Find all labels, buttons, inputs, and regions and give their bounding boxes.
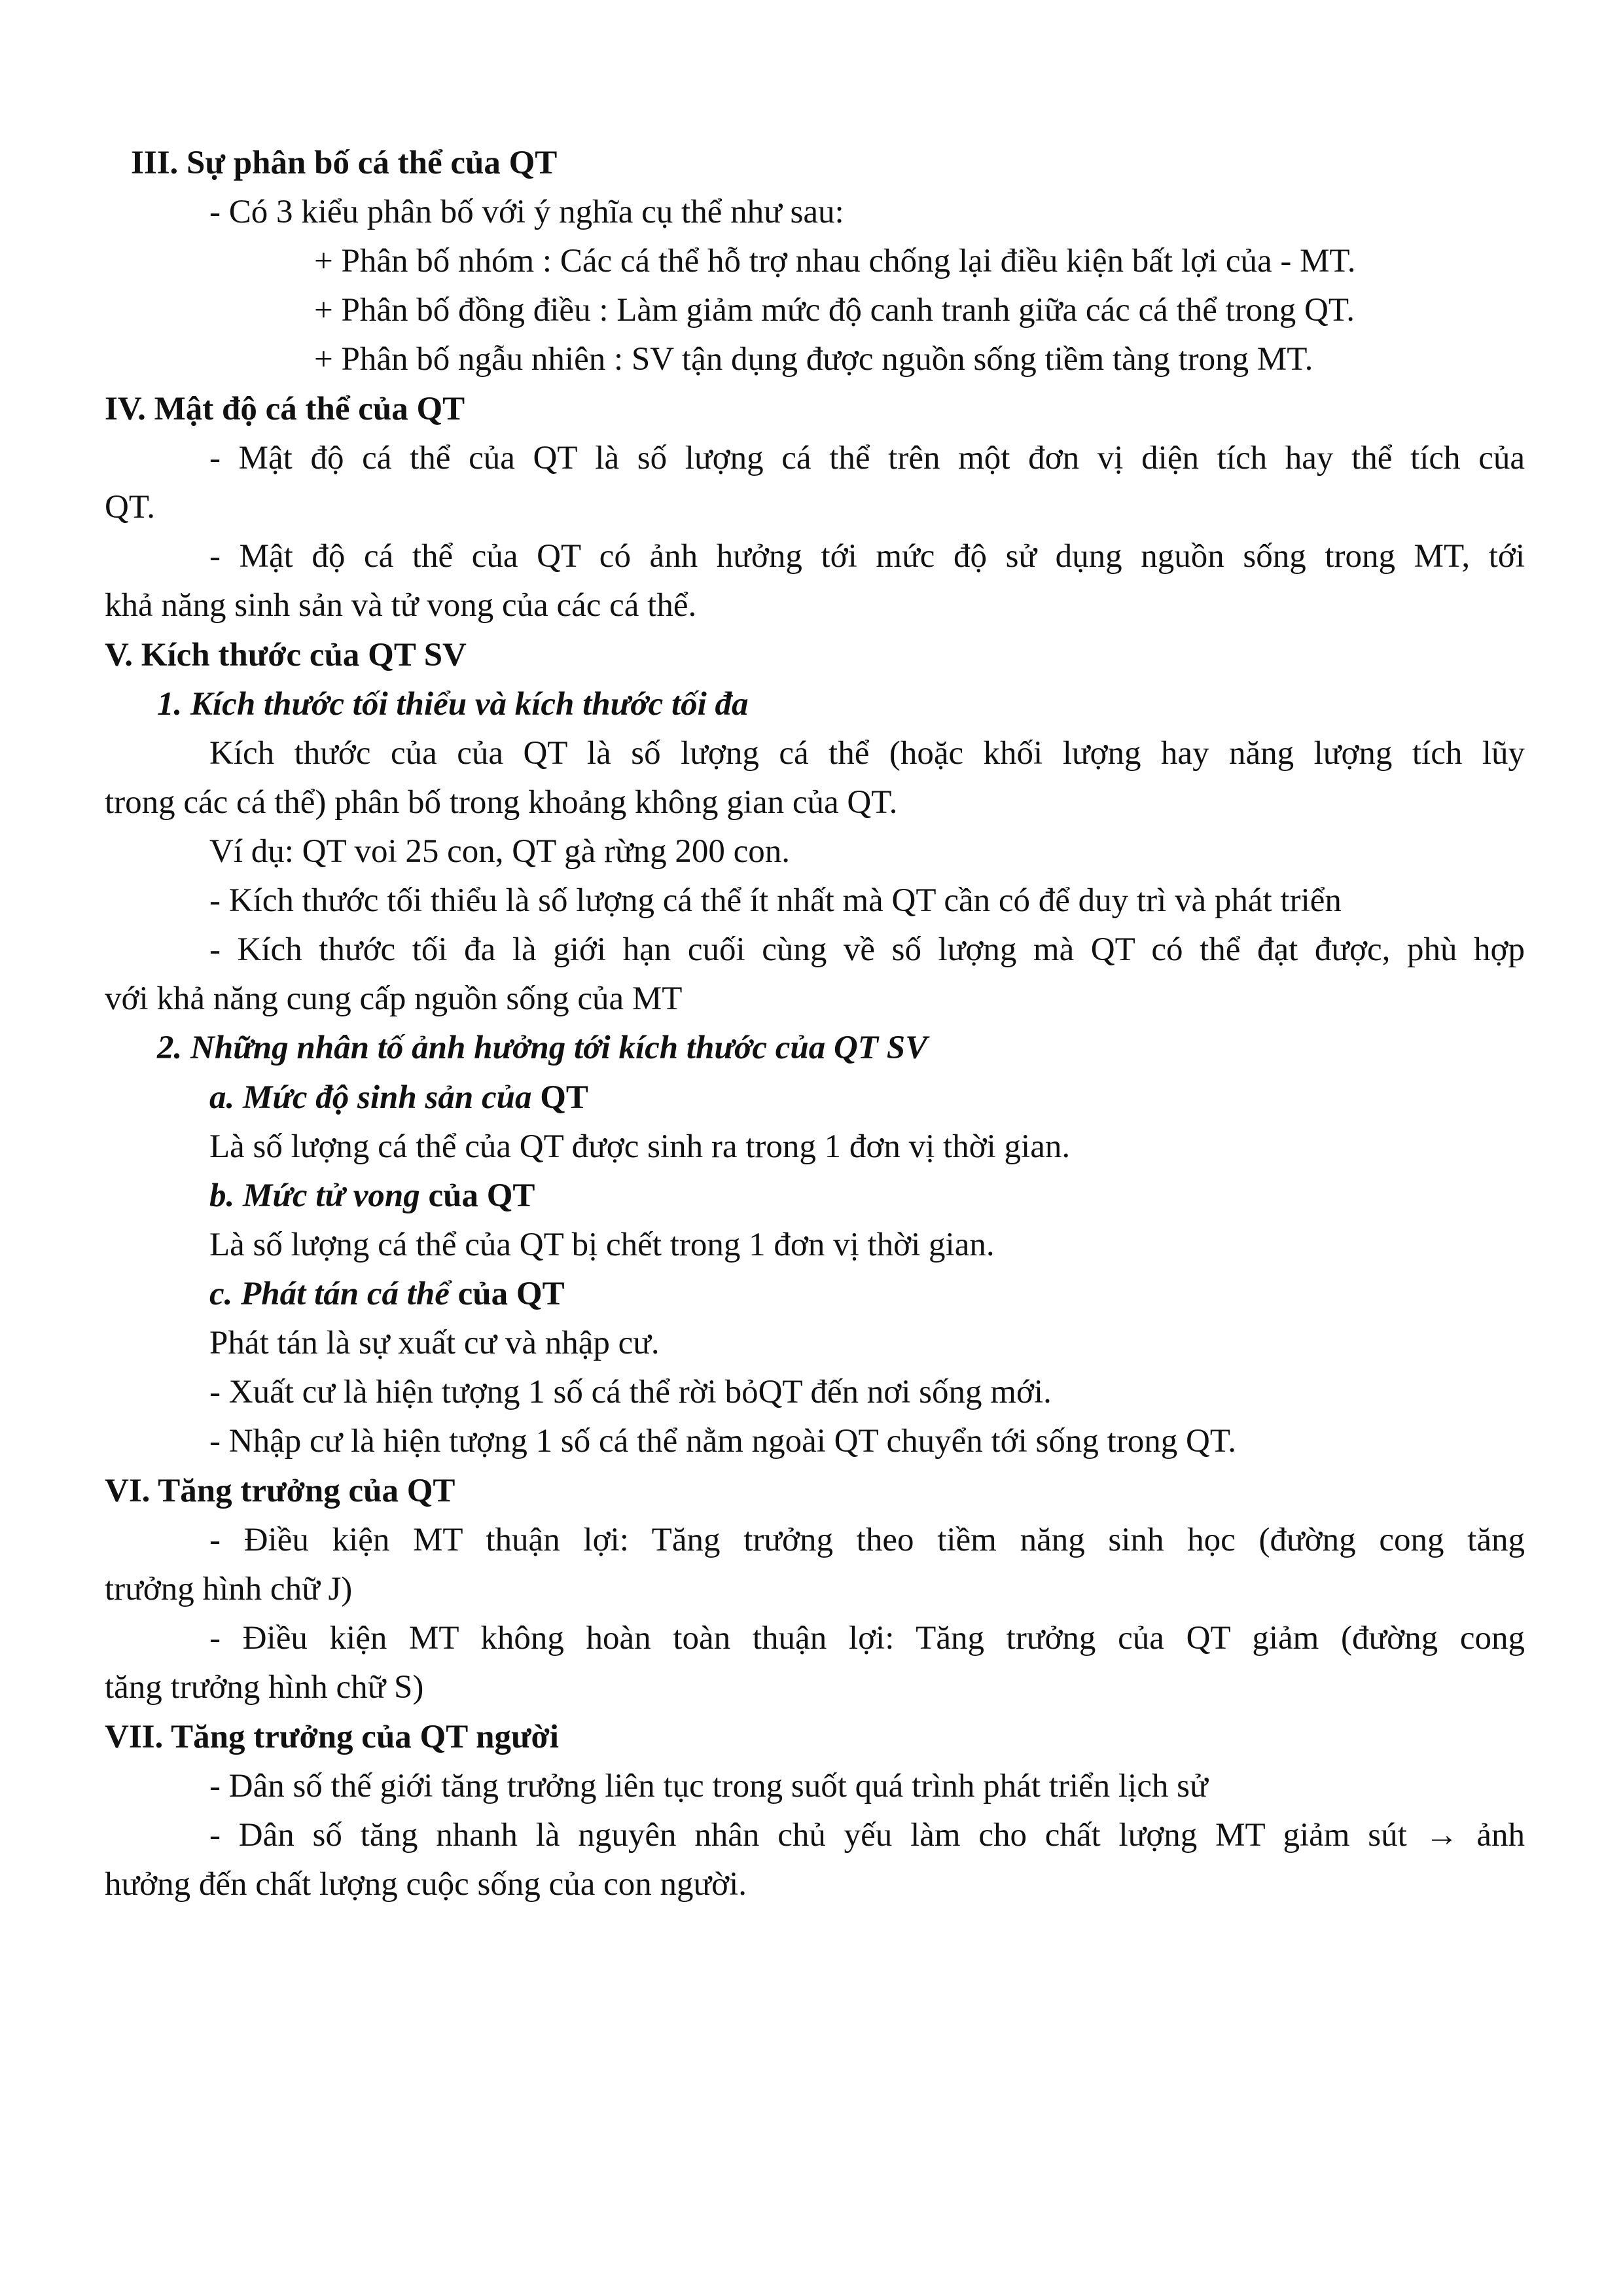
factor-a-text: Là số lượng cá thể của QT được sinh ra trong 1 đơn vị thời gian.: [209, 1128, 1071, 1165]
factor-b-heading: [209, 1172, 535, 1221]
subsection-heading-factors: 2. Những nhân tố ảnh hưởng tới kích thước của QT SV: [157, 1030, 928, 1066]
factor-c-text: Phát tán là sự xuất cư và nhập cư.: [209, 1325, 660, 1361]
human-growth-paragraph-1: - Dân số thế giới tăng trưởng liên tục trong suốt quá trình phát triển lịch sử: [209, 1768, 1208, 1804]
factor-c-heading: [209, 1270, 565, 1319]
growth-paragraph-2-line-1: - Điều kiện MT không hoàn toàn thuận lợi: Tăng trưởng của QT giảm (đường cong: [209, 1620, 1525, 1657]
size-example: Ví dụ: QT voi 25 con, QT gà rừng 200 con.: [209, 833, 790, 870]
density-paragraph-1-line-1: - Mật độ cá thể của QT là số lượng cá thể trên một đơn vị diện tích hay thể tích của: [209, 440, 1525, 476]
density-paragraph-2-line-1: - Mật độ cá thể của QT có ảnh hưởng tới mức độ sử dụng nguồn sống trong MT, tới: [209, 538, 1525, 575]
section-heading-iv: IV. Mật độ cá thể của QT: [105, 391, 465, 427]
growth-paragraph-2-line-2: tăng trưởng hình chữ S): [105, 1669, 424, 1706]
size-maximum-line-2: với khả năng cung cấp nguồn sống của MT: [105, 980, 683, 1017]
subsection-heading-size: 1. Kích thước tối thiểu và kích thước tối đa: [157, 686, 749, 723]
density-paragraph-1-line-2: QT.: [105, 489, 155, 526]
size-minimum: - Kích thước tối thiểu là số lượng cá thể ít nhất mà QT cần có để duy trì và phát triển: [209, 882, 1342, 919]
size-maximum-line-1: - Kích thước tối đa là giới hạn cuối cùng về số lượng mà QT có thể đạt được, phù hợp: [209, 931, 1525, 968]
factor-a-heading: [209, 1073, 588, 1122]
growth-paragraph-1-line-1: - Điều kiện MT thuận lợi: Tăng trưởng theo tiềm năng sinh học (đường cong tăng: [209, 1522, 1525, 1558]
section-heading-vii: VII. Tăng trưởng của QT người: [105, 1719, 559, 1755]
human-growth-paragraph-2-line-1: - Dân số tăng nhanh là nguyên nhân chủ yếu làm cho chất lượng MT giảm sút → ảnh: [209, 1817, 1525, 1854]
section-heading-vi: VI. Tăng trưởng của QT: [105, 1473, 455, 1509]
distribution-item-uniform: + Phân bố đồng điều : Làm giảm mức độ canh tranh giữa các cá thể trong QT.: [314, 292, 1355, 329]
factor-c-tail: của QT: [457, 1276, 565, 1312]
factor-b-text: Là số lượng cá thể của QT bị chết trong 1 đơn vị thời gian.: [209, 1227, 995, 1263]
section-iii-intro: - Có 3 kiểu phân bố với ý nghĩa cụ thể như sau:: [209, 194, 844, 230]
factor-c-label: c. Phát tán cá thể: [209, 1276, 450, 1312]
density-paragraph-2-line-2: khả năng sinh sản và tử vong của các cá thể.: [105, 587, 697, 624]
emigration-text: - Xuất cư là hiện tượng 1 số cá thể rời bỏQT đến nơi sống mới.: [209, 1374, 1052, 1410]
factor-b-label: b. Mức tử vong: [209, 1177, 420, 1214]
section-heading-iii: III. Sự phân bố cá thể của QT: [131, 145, 558, 181]
distribution-item-group: + Phân bố nhóm : Các cá thể hỗ trợ nhau chống lại điều kiện bất lợi của - MT.: [314, 243, 1356, 279]
factor-b-tail: của QT: [428, 1177, 535, 1214]
size-definition-line-1: Kích thước của của QT là số lượng cá thể (hoặc khối lượng hay năng lượng tích lũy: [209, 735, 1525, 772]
factor-a-label: a. Mức độ sinh sản của: [209, 1079, 532, 1116]
human-growth-paragraph-2-line-2: hưởng đến chất lượng cuộc sống của con người.: [105, 1866, 747, 1903]
growth-paragraph-1-line-2: trưởng hình chữ J): [105, 1571, 353, 1607]
section-heading-v: V. Kích thước của QT SV: [105, 637, 467, 673]
factor-a-tail: QT: [540, 1079, 588, 1116]
distribution-item-random: + Phân bố ngẫu nhiên : SV tận dụng được nguồn sống tiềm tàng trong MT.: [314, 341, 1313, 378]
immigration-text: - Nhập cư là hiện tượng 1 số cá thể nằm ngoài QT chuyển tới sống trong QT.: [209, 1423, 1236, 1460]
size-definition-line-2: trong các cá thể) phân bố trong khoảng không gian của QT.: [105, 784, 898, 821]
